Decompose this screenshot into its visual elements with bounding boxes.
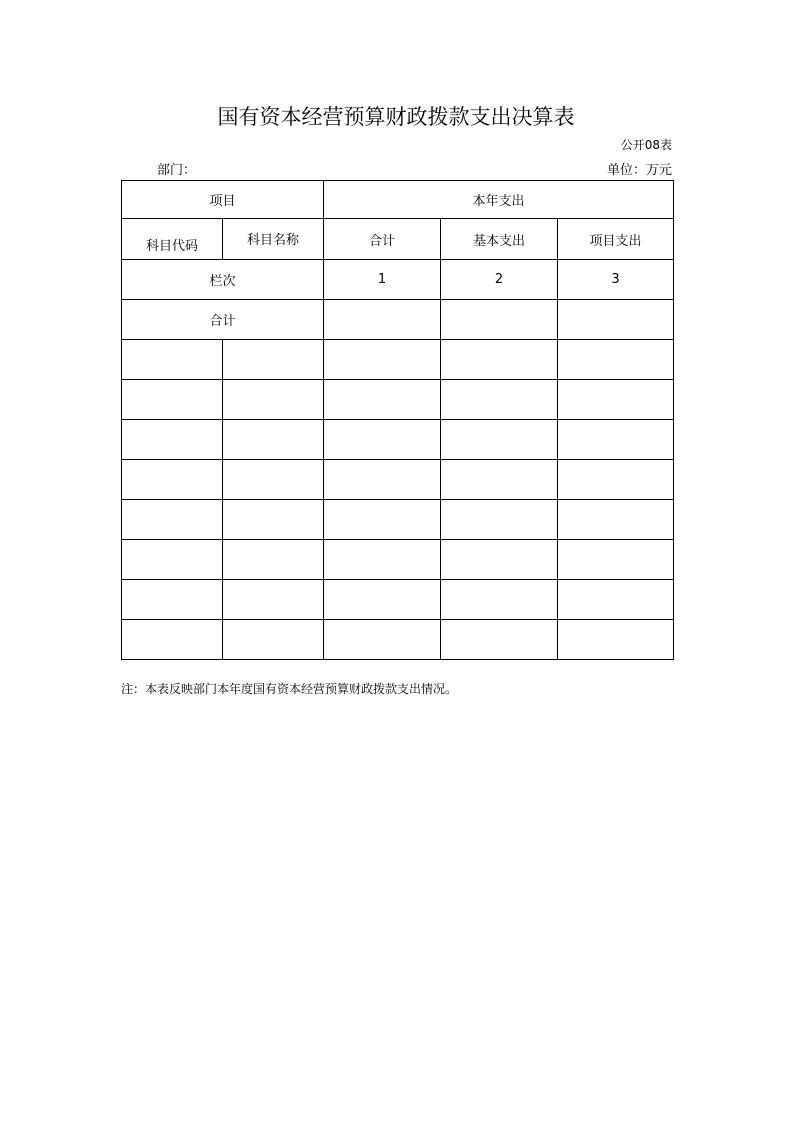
table-row [122, 620, 674, 660]
table-cell [441, 620, 558, 660]
table-cell [558, 540, 674, 580]
header-subject-code [122, 219, 223, 260]
table-row [122, 540, 674, 580]
subject-name-label: 科目名称 [247, 232, 300, 248]
table-cell [122, 500, 223, 540]
table-cell [122, 540, 223, 580]
table-cell [324, 340, 441, 380]
table-cell [324, 380, 441, 420]
table-cell [122, 420, 223, 460]
table-cell [122, 620, 223, 660]
column-number-row [122, 260, 674, 300]
table-cell [441, 340, 558, 380]
total-row-cell [324, 300, 441, 340]
table-cell [324, 580, 441, 620]
table-cell [324, 420, 441, 460]
department-label: 部门： [157, 163, 197, 178]
total-row-cell [441, 300, 558, 340]
table-cell [122, 340, 223, 380]
table-cell [441, 420, 558, 460]
table-cell [122, 460, 223, 500]
subject-code-label: 科目代码 [145, 238, 198, 254]
table-cell [122, 580, 223, 620]
table-row [122, 580, 674, 620]
table-cell [441, 580, 558, 620]
header-basic-expense: 基本支出 [441, 219, 558, 260]
table-cell [324, 500, 441, 540]
total-row [122, 300, 674, 340]
table-cell [558, 500, 674, 540]
table-cell [324, 460, 441, 500]
table-cell [122, 380, 223, 420]
column-number-3: 3 [558, 260, 674, 300]
table-cell [223, 540, 324, 580]
table-cell [223, 580, 324, 620]
footnote: 注：本表反映部门本年度国有资本经营预算财政拨款支出情况。 [121, 682, 458, 696]
expense-table [121, 180, 674, 660]
table-cell [441, 540, 558, 580]
table-cell [223, 500, 324, 540]
header-item: 项目 [122, 181, 324, 219]
table-cell [558, 380, 674, 420]
table-row [122, 380, 674, 420]
table-cell [223, 380, 324, 420]
column-number-label: 栏次 [122, 260, 324, 300]
table-row [122, 500, 674, 540]
header-total: 合计 [324, 219, 441, 260]
table-row [122, 460, 674, 500]
header-subject-name [223, 219, 324, 260]
table-cell [324, 620, 441, 660]
table-cell [223, 620, 324, 660]
total-row-cell [558, 300, 674, 340]
table-cell [223, 420, 324, 460]
header-row-1 [122, 181, 674, 219]
header-current-year-expense: 本年支出 [324, 181, 674, 219]
table-cell [223, 460, 324, 500]
table-cell [441, 380, 558, 420]
table-cell [441, 500, 558, 540]
table-row [122, 420, 674, 460]
table-cell [558, 340, 674, 380]
header-project-expense: 项目支出 [558, 219, 674, 260]
table-cell [558, 580, 674, 620]
column-number-2: 2 [441, 260, 558, 300]
total-row-label: 合计 [122, 300, 324, 340]
table-cell [558, 460, 674, 500]
header-row-2 [122, 219, 674, 260]
unit-label: 单位：万元 [606, 163, 672, 178]
table-cell [441, 460, 558, 500]
table-cell [558, 420, 674, 460]
table-cell [324, 540, 441, 580]
page-title: 国有资本经营预算财政拨款支出决算表 [217, 105, 575, 129]
table-row [122, 340, 674, 380]
column-number-1: 1 [324, 260, 441, 300]
table-cell [223, 340, 324, 380]
table-cell [558, 620, 674, 660]
form-number: 公开08表 [620, 138, 672, 152]
